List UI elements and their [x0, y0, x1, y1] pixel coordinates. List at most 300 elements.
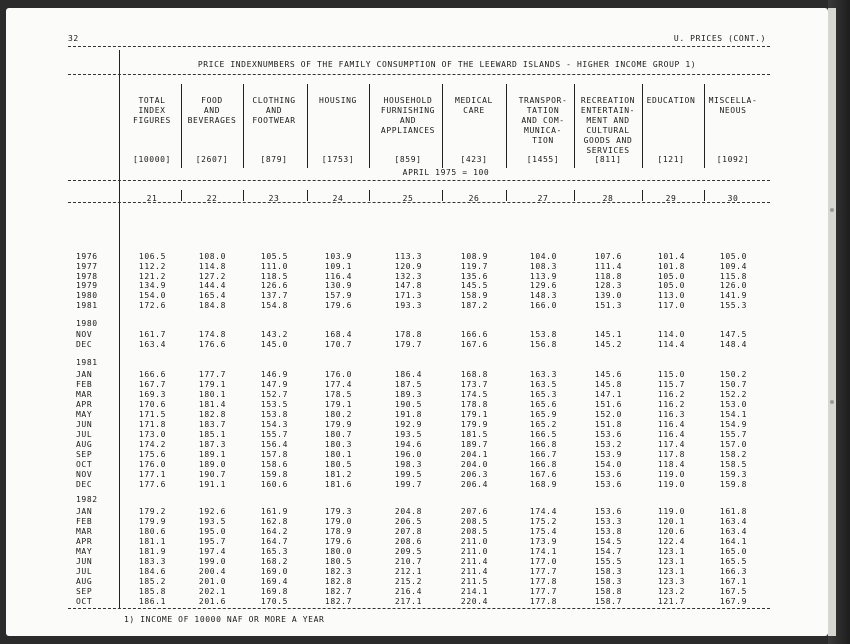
table-cell: 177.8: [529, 597, 557, 606]
table-cell: 209.5: [394, 547, 422, 556]
binding-hole: [830, 208, 834, 212]
table-cell: 164.7: [260, 537, 288, 546]
table-cell: 177.7: [529, 567, 557, 576]
table-cell: 202.1: [198, 587, 226, 596]
table-cell: 166.7: [529, 450, 557, 459]
table-cell: 171.5: [138, 410, 166, 419]
table-cell: 193.5: [394, 430, 422, 439]
row-label: 1980: [76, 291, 98, 301]
year-heading-1982: 1982: [76, 495, 98, 504]
table-cell: 177.6: [138, 480, 166, 489]
table-cell: 173.7: [460, 380, 488, 389]
table-cell: 155.3: [719, 301, 747, 310]
table-row: [6, 380, 828, 389]
table-cell: 179.9: [324, 420, 352, 429]
table-cell: 196.0: [394, 450, 422, 459]
table-cell: 152.0: [594, 410, 622, 419]
column-header-line: FIGURES: [133, 116, 171, 125]
table-cell: 114.8: [198, 261, 226, 271]
table-cell: 199.5: [394, 470, 422, 479]
table-cell: 161.9: [260, 507, 288, 516]
table-cell: 117.0: [657, 301, 685, 310]
row-label: JAN: [76, 370, 93, 379]
table-cell: 111.4: [594, 261, 622, 271]
table-row: [6, 440, 828, 449]
table-cell: 180.1: [198, 390, 226, 399]
table-cell: 158.8: [594, 587, 622, 596]
table-row: [6, 527, 828, 536]
table-cell: 178.8: [460, 400, 488, 409]
table-cell: 167.1: [719, 577, 747, 586]
table-cell: 167.7: [138, 380, 166, 389]
row-label: FEB: [76, 380, 93, 389]
table-cell: 101.4: [657, 252, 685, 261]
column-number: 23: [268, 194, 280, 203]
row-label: APR: [76, 537, 93, 546]
table-cell: 182.7: [324, 597, 352, 606]
table-cell: 162.8: [260, 517, 288, 526]
table-cell: 104.0: [529, 252, 557, 261]
table-cell: 121.2: [138, 271, 166, 281]
table-cell: 179.6: [324, 301, 352, 310]
top-rule: [68, 46, 770, 47]
header-column-divider: [369, 84, 370, 168]
number-column-divider: [307, 190, 308, 201]
column-number: 27: [537, 194, 549, 203]
table-cell: 183.7: [198, 420, 226, 429]
table-cell: 160.6: [260, 480, 288, 489]
table-row: [6, 272, 828, 281]
table-row: [6, 410, 828, 419]
table-cell: 118.5: [260, 271, 288, 281]
table-cell: 154.1: [719, 410, 747, 419]
table-cell: 108.9: [460, 252, 488, 261]
table-row: [6, 281, 828, 290]
table-cell: 165.0: [719, 547, 747, 556]
table-cell: 206.4: [460, 480, 488, 489]
table-cell: 180.2: [324, 410, 352, 419]
column-header-line: MISCELLA-: [708, 96, 758, 105]
table-cell: 212.1: [394, 567, 422, 576]
header-rule: [68, 180, 770, 181]
table-cell: 179.1: [324, 400, 352, 409]
table-cell: 106.5: [138, 252, 166, 261]
table-cell: 170.6: [138, 400, 166, 409]
table-cell: 154.0: [138, 291, 166, 301]
table-cell: 155.5: [594, 557, 622, 566]
table-cell: 185.1: [198, 430, 226, 439]
table-cell: 158.9: [460, 291, 488, 301]
table-cell: 173.0: [138, 430, 166, 439]
table-cell: 148.4: [719, 340, 747, 349]
table-cell: 161.8: [719, 507, 747, 516]
table-cell: 187.3: [198, 440, 226, 449]
table-cell: 173.9: [529, 537, 557, 546]
table-cell: 171.3: [394, 291, 422, 301]
table-cell: 151.8: [594, 420, 622, 429]
table-cell: 147.9: [260, 380, 288, 389]
number-column-divider: [574, 190, 575, 201]
table-row: [6, 301, 828, 310]
table-cell: 111.0: [260, 261, 288, 271]
table-cell: 178.9: [324, 527, 352, 536]
table-cell: 169.4: [260, 577, 288, 586]
table-cell: 145.0: [260, 340, 288, 349]
table-cell: 190.7: [198, 470, 226, 479]
table-cell: 177.7: [529, 587, 557, 596]
table-cell: 163.4: [719, 527, 747, 536]
page-number: 32: [68, 34, 79, 43]
header-column-divider: [181, 84, 182, 168]
table-cell: 137.7: [260, 291, 288, 301]
table-cell: 183.3: [138, 557, 166, 566]
table-cell: 167.9: [719, 597, 747, 606]
table-cell: 103.9: [324, 252, 352, 261]
table-cell: 181.4: [198, 400, 226, 409]
table-row: [6, 480, 828, 489]
table-cell: 179.2: [138, 507, 166, 516]
column-weight: [859]: [394, 155, 422, 164]
table-cell: 123.3: [657, 577, 685, 586]
table-cell: 166.3: [719, 567, 747, 576]
table-cell: 167.6: [460, 340, 488, 349]
table-cell: 180.5: [324, 557, 352, 566]
table-cell: 113.9: [529, 271, 557, 281]
table-cell: 189.0: [198, 460, 226, 469]
row-label: DEC: [76, 480, 93, 489]
table-cell: 151.6: [594, 400, 622, 409]
column-header-line: MENT AND: [586, 116, 630, 125]
header-column-divider: [506, 84, 507, 168]
row-label: SEP: [76, 450, 93, 459]
table-cell: 180.5: [324, 460, 352, 469]
table-cell: 144.4: [198, 281, 226, 291]
table-cell: 117.4: [657, 440, 685, 449]
table-cell: 177.8: [529, 577, 557, 586]
table-cell: 105.5: [260, 252, 288, 261]
table-cell: 157.0: [719, 440, 747, 449]
table-cell: 152.7: [260, 390, 288, 399]
table-cell: 113.3: [394, 252, 422, 261]
table-cell: 181.6: [324, 480, 352, 489]
table-cell: 166.8: [529, 440, 557, 449]
table-cell: 155.7: [719, 430, 747, 439]
number-column-divider: [642, 190, 643, 201]
table-cell: 109.4: [719, 261, 747, 271]
table-cell: 128.3: [594, 281, 622, 291]
table-cell: 211.0: [460, 547, 488, 556]
table-cell: 185.2: [138, 577, 166, 586]
table-cell: 168.8: [460, 370, 488, 379]
column-header-line: HOUSING: [319, 96, 357, 105]
table-cell: 179.1: [198, 380, 226, 389]
table-row: [6, 557, 828, 566]
table-cell: 195.7: [198, 537, 226, 546]
row-label: JUN: [76, 557, 93, 566]
column-weight: [423]: [460, 155, 488, 164]
binding-hole: [830, 400, 834, 404]
table-row: [6, 537, 828, 546]
table-cell: 122.4: [657, 537, 685, 546]
table-cell: 118.8: [594, 271, 622, 281]
table-cell: 180.6: [138, 527, 166, 536]
table-row: [6, 507, 828, 516]
table-cell: 187.5: [394, 380, 422, 389]
table-cell: 109.1: [324, 261, 352, 271]
column-number: 28: [602, 194, 614, 203]
year-heading-1981: 1981: [76, 358, 98, 367]
table-cell: 114.4: [657, 340, 685, 349]
table-cell: 143.2: [260, 330, 288, 339]
table-cell: 198.3: [394, 460, 422, 469]
table-cell: 165.9: [529, 410, 557, 419]
table-cell: 119.0: [657, 470, 685, 479]
table-cell: 174.1: [529, 547, 557, 556]
table-cell: 119.7: [460, 261, 488, 271]
table-cell: 165.5: [719, 557, 747, 566]
table-cell: 189.3: [394, 390, 422, 399]
table-cell: 118.4: [657, 460, 685, 469]
table-cell: 180.0: [324, 547, 352, 556]
table-cell: 153.6: [594, 507, 622, 516]
column-header-line: MUNICA-: [524, 126, 562, 135]
table-cell: 115.0: [657, 370, 685, 379]
header-column-divider: [307, 84, 308, 168]
table-cell: 184.8: [198, 301, 226, 310]
column-header-line: CULTURAL: [586, 126, 630, 135]
column-header-line: GOODS AND: [583, 136, 633, 145]
table-cell: 130.9: [324, 281, 352, 291]
table-cell: 139.0: [594, 291, 622, 301]
table-cell: 208.5: [460, 517, 488, 526]
column-header-line: FOOTWEAR: [252, 116, 296, 125]
table-cell: 176.0: [324, 370, 352, 379]
table-cell: 146.9: [260, 370, 288, 379]
column-header-line: TRANSPOR-: [518, 96, 568, 105]
table-cell: 174.8: [198, 330, 226, 339]
row-label: OCT: [76, 460, 93, 469]
header-column-divider: [442, 84, 443, 168]
column-header-line: AND: [399, 116, 417, 125]
table-cell: 120.9: [394, 261, 422, 271]
number-column-divider: [704, 190, 705, 201]
table-cell: 116.4: [657, 420, 685, 429]
table-cell: 211.0: [460, 537, 488, 546]
table-cell: 145.1: [594, 330, 622, 339]
table-cell: 174.4: [529, 507, 557, 516]
table-cell: 171.8: [138, 420, 166, 429]
table-cell: 147.1: [594, 390, 622, 399]
table-cell: 174.5: [460, 390, 488, 399]
column-number: 21: [146, 194, 158, 203]
table-cell: 192.9: [394, 420, 422, 429]
row-label: 1981: [76, 301, 98, 310]
number-column-divider: [181, 190, 182, 201]
title-rule: [68, 74, 770, 75]
table-cell: 135.6: [460, 271, 488, 281]
table-cell: 178.5: [324, 390, 352, 399]
table-cell: 186.1: [138, 597, 166, 606]
table-cell: 129.6: [529, 281, 557, 291]
table-cell: 132.3: [394, 271, 422, 281]
table-cell: 195.0: [198, 527, 226, 536]
table-row: [6, 330, 828, 339]
table-cell: 105.0: [719, 252, 747, 261]
column-header-line: NEOUS: [719, 106, 747, 115]
table-row: [6, 430, 828, 439]
table-cell: 155.7: [260, 430, 288, 439]
table-cell: 153.6: [594, 470, 622, 479]
table-cell: 190.5: [394, 400, 422, 409]
table-cell: 112.2: [138, 261, 166, 271]
table-cell: 156.4: [260, 440, 288, 449]
column-weight: [10000]: [133, 155, 171, 164]
column-number: 26: [468, 194, 480, 203]
column-header-line: BEVERAGES: [187, 116, 237, 125]
table-cell: 216.4: [394, 587, 422, 596]
table-cell: 158.3: [594, 567, 622, 576]
row-label: FEB: [76, 517, 93, 526]
table-cell: 123.1: [657, 567, 685, 576]
table-cell: 145.2: [594, 340, 622, 349]
table-cell: 154.8: [260, 301, 288, 310]
column-header-line: AND: [265, 106, 283, 115]
table-cell: 201.0: [198, 577, 226, 586]
table-cell: 182.3: [324, 567, 352, 576]
table-cell: 165.2: [529, 420, 557, 429]
table-cell: 199.0: [198, 557, 226, 566]
table-cell: 179.0: [324, 517, 352, 526]
table-row: [6, 390, 828, 399]
table-cell: 169.8: [260, 587, 288, 596]
table-cell: 113.0: [657, 291, 685, 301]
table-cell: 119.0: [657, 507, 685, 516]
table-cell: 182.7: [324, 587, 352, 596]
table-cell: 154.9: [719, 420, 747, 429]
column-header-line: RECREATION: [580, 96, 636, 105]
column-weight: [811]: [594, 155, 622, 164]
table-cell: 206.3: [460, 470, 488, 479]
table-row: [6, 577, 828, 586]
table-cell: 179.3: [324, 507, 352, 516]
table-cell: 181.9: [138, 547, 166, 556]
table-cell: 163.4: [138, 340, 166, 349]
table-cell: 172.6: [138, 301, 166, 310]
table-cell: 207.6: [460, 507, 488, 516]
row-label: JUL: [76, 567, 93, 576]
table-cell: 191.1: [198, 480, 226, 489]
table-cell: 176.6: [198, 340, 226, 349]
table-cell: 204.0: [460, 460, 488, 469]
table-row: [6, 470, 828, 479]
table-cell: 168.2: [260, 557, 288, 566]
table-cell: 115.7: [657, 380, 685, 389]
row-label: MAR: [76, 527, 93, 536]
table-cell: 152.2: [719, 390, 747, 399]
table-cell: 158.7: [594, 597, 622, 606]
column-header-line: MEDICAL: [455, 96, 493, 105]
table-cell: 211.4: [460, 557, 488, 566]
table-cell: 180.3: [324, 440, 352, 449]
row-label: AUG: [76, 577, 93, 586]
table-cell: 180.7: [324, 430, 352, 439]
column-header-line: FURNISHING: [380, 106, 436, 115]
table-cell: 116.4: [657, 430, 685, 439]
table-title: PRICE INDEXNUMBERS OF THE FAMILY CONSUMPTION OF THE LEEWARD ISLANDS - HIGHER INCOME GROUP 1): [197, 60, 697, 69]
table-cell: 174.2: [138, 440, 166, 449]
table-cell: 164.2: [260, 527, 288, 536]
table-cell: 116.2: [657, 390, 685, 399]
column-header-line: TATION: [526, 106, 560, 115]
table-cell: 120.1: [657, 517, 685, 526]
table-cell: 165.3: [529, 390, 557, 399]
column-number: 25: [402, 194, 414, 203]
column-header-line: HOUSEHOLD: [383, 96, 433, 105]
table-cell: 153.3: [594, 517, 622, 526]
table-cell: 161.7: [138, 330, 166, 339]
table-cell: 163.5: [529, 380, 557, 389]
table-cell: 180.1: [324, 450, 352, 459]
header-column-divider: [642, 84, 643, 168]
table-cell: 163.4: [719, 517, 747, 526]
number-column-divider: [243, 190, 244, 201]
table-cell: 158.5: [719, 460, 747, 469]
table-cell: 185.8: [138, 587, 166, 596]
table-cell: 211.4: [460, 567, 488, 576]
table-cell: 145.5: [460, 281, 488, 291]
table-cell: 175.4: [529, 527, 557, 536]
table-cell: 166.8: [529, 460, 557, 469]
table-cell: 163.3: [529, 370, 557, 379]
row-label: MAR: [76, 390, 93, 399]
column-header-line: FOOD: [201, 96, 223, 105]
table-cell: 179.9: [138, 517, 166, 526]
table-cell: 177.0: [529, 557, 557, 566]
table-cell: 145.8: [594, 380, 622, 389]
column-header-line: AND: [203, 106, 221, 115]
row-label: 1978: [76, 271, 98, 281]
row-label: JUL: [76, 430, 93, 439]
column-header-line: TOTAL: [138, 96, 166, 105]
table-cell: 182.8: [198, 410, 226, 419]
table-cell: 157.8: [260, 450, 288, 459]
column-weight: [121]: [657, 155, 685, 164]
bottom-rule: [68, 608, 770, 609]
table-cell: 153.9: [594, 450, 622, 459]
table-cell: 101.8: [657, 261, 685, 271]
table-cell: 165.4: [198, 291, 226, 301]
table-cell: 178.8: [394, 330, 422, 339]
number-column-divider: [369, 190, 370, 201]
table-cell: 141.9: [719, 291, 747, 301]
column-number: 29: [665, 194, 677, 203]
row-label: AUG: [76, 440, 93, 449]
table-cell: 168.4: [324, 330, 352, 339]
table-cell: 179.7: [394, 340, 422, 349]
header-column-divider: [704, 84, 705, 168]
table-cell: 191.8: [394, 410, 422, 419]
table-cell: 189.1: [198, 450, 226, 459]
table-cell: 206.5: [394, 517, 422, 526]
table-row: [6, 420, 828, 429]
table-cell: 116.4: [324, 271, 352, 281]
table-cell: 201.6: [198, 597, 226, 606]
table-cell: 214.1: [460, 587, 488, 596]
table-cell: 153.0: [719, 400, 747, 409]
table-cell: 208.5: [460, 527, 488, 536]
table-cell: 159.3: [719, 470, 747, 479]
column-weight: [1455]: [526, 155, 560, 164]
